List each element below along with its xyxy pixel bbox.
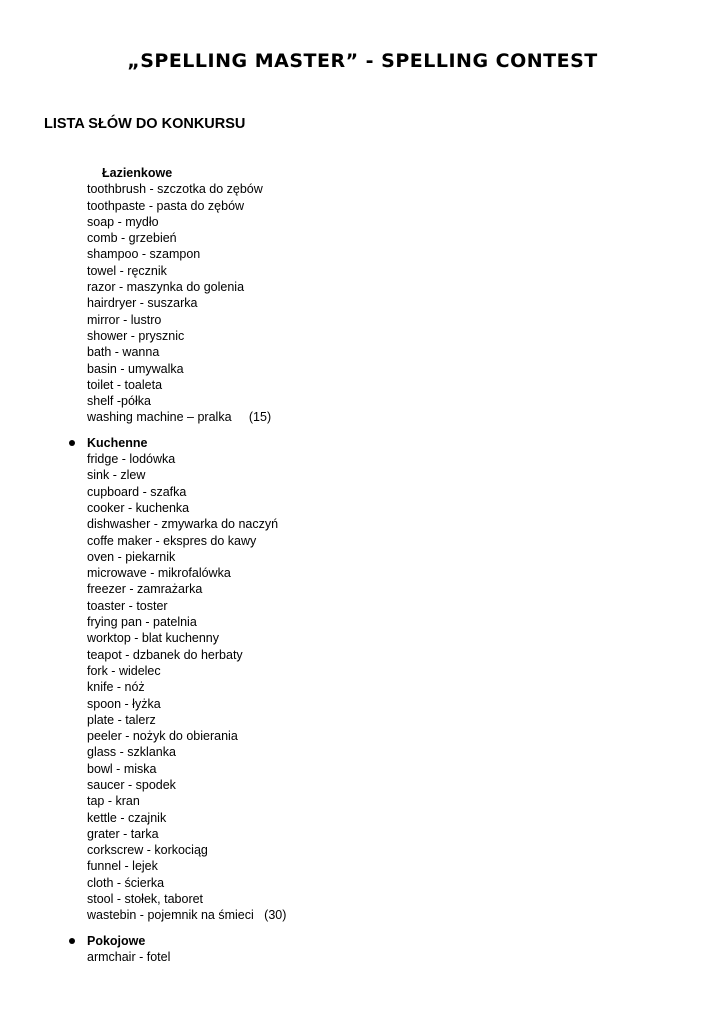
section-heading-wrap <box>87 435 647 451</box>
word-item: toaster - toster <box>87 598 168 613</box>
section-bathroom <box>87 165 647 426</box>
section-heading-wrap <box>87 933 647 949</box>
word-item: toilet - toaleta <box>87 377 163 392</box>
section-kitchen <box>87 435 647 924</box>
word-item: comb - grzebień <box>87 231 177 246</box>
word-item: tap - kran <box>87 794 140 809</box>
word-item: towel - ręcznik <box>87 263 167 278</box>
word-item: wastebin - pojemnik na śmieci (30) <box>87 908 287 923</box>
word-item: teapot - dzbanek do herbaty <box>87 647 243 662</box>
word-item: mirror - lustro <box>87 312 162 327</box>
word-item: shampoo - szampon <box>87 247 201 262</box>
word-item: frying pan - patelnia <box>87 615 197 630</box>
word-item: toothpaste - pasta do zębów <box>87 198 245 213</box>
document-title: „SPELLING MASTER” - SPELLING CONTEST <box>127 50 598 72</box>
section-heading: Łazienkowe <box>102 166 173 180</box>
word-item: stool - stołek, taboret <box>87 892 204 907</box>
word-item: saucer - spodek <box>87 777 176 792</box>
word-item: sink - zlew <box>87 468 146 483</box>
word-item: worktop - blat kuchenny <box>87 631 220 646</box>
word-item: peeler - nożyk do obierania <box>87 729 238 744</box>
word-item: plate - talerz <box>87 712 156 727</box>
section-heading: Pokojowe <box>87 933 146 948</box>
section-items <box>87 949 647 965</box>
section-items <box>87 181 647 425</box>
bullet-icon <box>69 440 75 446</box>
word-item: armchair - fotel <box>87 949 171 964</box>
section-heading: Kuchenne <box>87 435 148 450</box>
word-item: fork - widelec <box>87 663 161 678</box>
word-item: knife - nóż <box>87 680 145 695</box>
word-item: kettle - czajnik <box>87 810 167 825</box>
word-item: grater - tarka <box>87 826 159 841</box>
section-items <box>87 451 647 924</box>
word-item: razor - maszynka do golenia <box>87 280 245 295</box>
word-item: fridge - lodówka <box>87 452 176 467</box>
word-item: cupboard - szafka <box>87 484 187 499</box>
word-item: soap - mydło <box>87 214 159 229</box>
word-item: funnel - lejek <box>87 859 158 874</box>
word-list <box>87 165 647 965</box>
word-item: washing machine – pralka (15) <box>87 410 272 425</box>
word-item: microwave - mikrofalówka <box>87 566 231 581</box>
word-item: cloth - ścierka <box>87 875 165 890</box>
word-item: spoon - łyżka <box>87 696 161 711</box>
word-item: toothbrush - szczotka do zębów <box>87 182 263 197</box>
word-item: oven - piekarnik <box>87 549 176 564</box>
word-item: dishwasher - zmywarka do naczyń <box>87 517 279 532</box>
bullet-icon <box>69 938 75 944</box>
word-item: corkscrew - korkociąg <box>87 843 208 858</box>
word-item: freezer - zamrażarka <box>87 582 203 597</box>
word-item: bowl - miska <box>87 761 157 776</box>
word-item: glass - szklanka <box>87 745 176 760</box>
word-item: shelf -półka <box>87 394 151 409</box>
section-living-room <box>87 933 647 966</box>
word-item: shower - prysznic <box>87 328 185 343</box>
word-item: hairdryer - suszarka <box>87 296 198 311</box>
word-item: basin - umywalka <box>87 361 184 376</box>
word-item: coffe maker - ekspres do kawy <box>87 533 257 548</box>
document-subtitle: LISTA SŁÓW DO KONKURSU <box>44 116 246 132</box>
word-item: bath - wanna <box>87 345 160 360</box>
word-item: cooker - kuchenka <box>87 500 190 515</box>
